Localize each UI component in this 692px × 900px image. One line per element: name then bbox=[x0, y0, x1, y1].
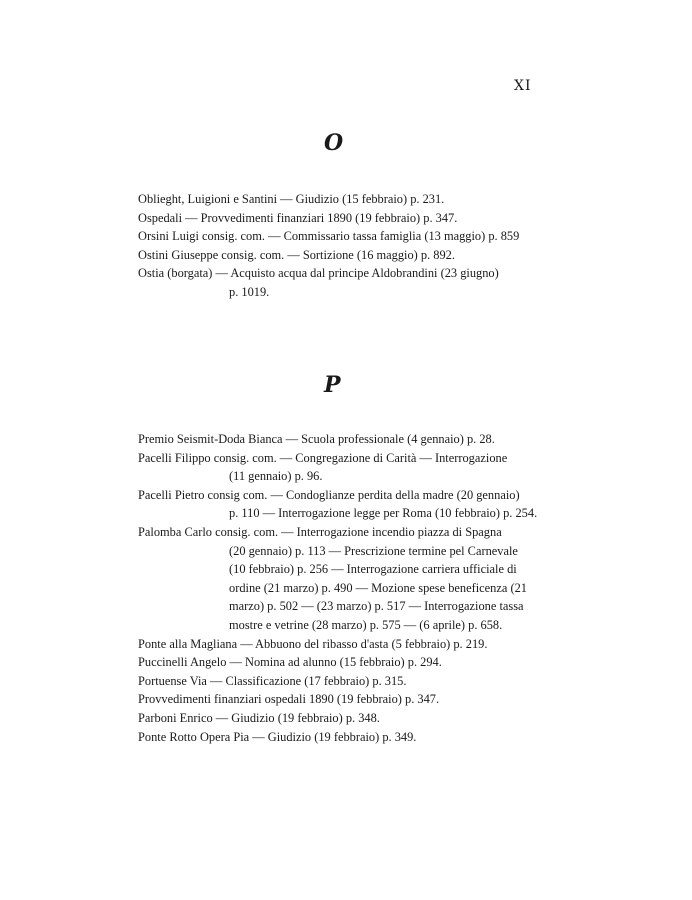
entry-line-continuation: (20 gennaio) p. 113 — Prescrizione termine pel Carnevale bbox=[229, 543, 518, 558]
entry-line: Portuense Via — Classificazione (17 febbraio) p. 315. bbox=[138, 673, 407, 688]
index-entries-p bbox=[138, 430, 538, 746]
entry-line: Provvedimenti finanziari ospedali 1890 (19 febbraio) p. 347. bbox=[138, 692, 440, 707]
index-entry bbox=[138, 728, 538, 747]
index-entry bbox=[138, 653, 538, 672]
entry-line: Ponte alla Magliana — Abbuono del ribasso d'asta (5 febbraio) p. 219. bbox=[138, 636, 488, 651]
index-entry bbox=[138, 246, 538, 265]
entry-line: Ostia (borgata) — Acquisto acqua dal principe Aldobrandini (23 giugno) bbox=[138, 266, 499, 281]
index-entry bbox=[138, 523, 538, 635]
entry-line: Ponte Rotto Opera Pia — Giudizio (19 febbraio) p. 349. bbox=[138, 729, 417, 744]
index-entry bbox=[138, 227, 538, 246]
index-entry bbox=[138, 635, 538, 654]
section-letter-o: O bbox=[324, 130, 344, 156]
entry-line: Ostini Giuseppe consig. com. — Sortizione (16 maggio) p. 892. bbox=[138, 247, 455, 262]
entry-line: Puccinelli Angelo — Nomina ad alunno (15 febbraio) p. 294. bbox=[138, 655, 442, 670]
index-entries-o bbox=[138, 190, 538, 302]
entry-line: Parboni Enrico — Giudizio (19 febbraio) p. 348. bbox=[138, 710, 380, 725]
index-entry bbox=[138, 672, 538, 691]
entry-line: Pacelli Pietro consig com. — Condoglianze perdita della madre (20 gennaio) bbox=[138, 487, 520, 502]
index-entry bbox=[138, 209, 538, 228]
entry-line: Palomba Carlo consig. com. — Interrogazione incendio piazza di Spagna bbox=[138, 524, 502, 539]
entry-line-continuation: p. 1019. bbox=[229, 284, 270, 299]
index-entry bbox=[138, 430, 538, 449]
entry-line-continuation: p. 110 — Interrogazione legge per Roma (10 febbraio) p. 254. bbox=[229, 506, 538, 521]
section-letter-p: P bbox=[324, 372, 341, 398]
index-entry bbox=[138, 449, 538, 486]
entry-line-continuation: (11 gennaio) p. 96. bbox=[229, 469, 323, 484]
entry-line: Pacelli Filippo consig. com. — Congregazione di Carità — Interrogazione bbox=[138, 450, 508, 465]
index-entry bbox=[138, 264, 538, 301]
entry-line-continuation: (10 febbraio) p. 256 — Interrogazione carriera ufficiale di bbox=[229, 562, 517, 577]
entry-line-continuation: marzo) p. 502 — (23 marzo) p. 517 — Interrogazione tassa bbox=[229, 599, 524, 614]
entry-line: Premio Seismit-Doda Bianca — Scuola professionale (4 gennaio) p. 28. bbox=[138, 432, 495, 446]
entry-line: Oblieght, Luigioni e Santini — Giudizio (15 febbraio) p. 231. bbox=[138, 192, 445, 206]
index-entry bbox=[138, 690, 538, 709]
page-number: XI bbox=[514, 78, 532, 94]
index-entry bbox=[138, 190, 538, 209]
entry-line-continuation: ordine (21 marzo) p. 490 — Mozione spese beneficenza (21 bbox=[229, 580, 527, 595]
index-entry bbox=[138, 486, 538, 523]
index-entry bbox=[138, 709, 538, 728]
entry-line-continuation: mostre e vetrine (28 marzo) p. 575 — (6 aprile) p. 658. bbox=[229, 617, 503, 632]
entry-line: Ospedali — Provvedimenti finanziari 1890 (19 febbraio) p. 347. bbox=[138, 210, 458, 225]
entry-line: Orsini Luigi consig. com. — Commissario tassa famiglia (13 maggio) p. 859 bbox=[138, 229, 520, 244]
